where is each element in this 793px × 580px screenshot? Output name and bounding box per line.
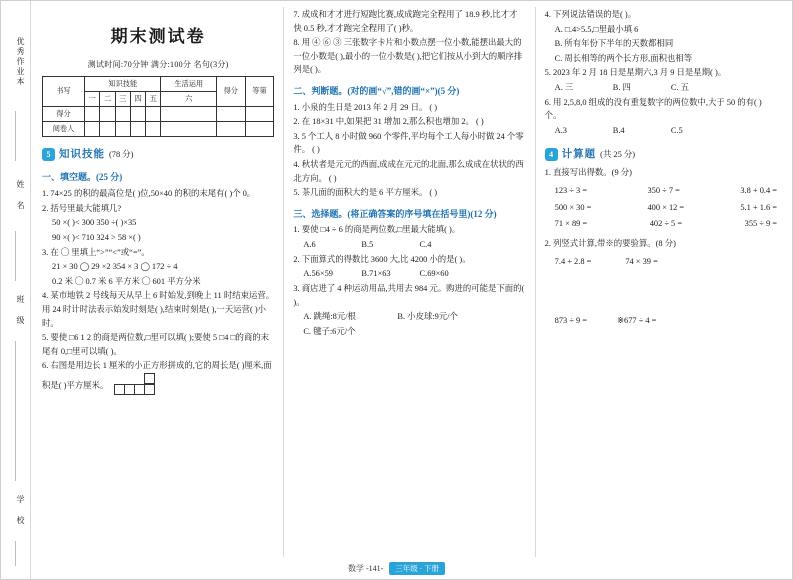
compute2-row1 bbox=[545, 255, 777, 269]
choice-q6-option-a: A.3 bbox=[554, 125, 567, 135]
judge-q2: 2. 在 18×31 中,如果把 31 增加 2,那么积也增加 2。 ( ) bbox=[293, 117, 484, 127]
score-cell bbox=[130, 107, 145, 122]
score-h3: 三 bbox=[115, 92, 130, 107]
margin-label-school: 学 校 bbox=[16, 494, 25, 526]
compute2-r1-c1: 7.4 + 2.8 = bbox=[554, 256, 592, 266]
score-cell bbox=[100, 107, 115, 122]
choice-q3-option-a: A. 跳绳:8元/根 bbox=[303, 312, 356, 322]
fill-q7: 7. 成成和才才进行短跑比赛,成成跑完全程用了 18.9 秒,比才才快 0.5 秒,才才跑完全程用了( )秒。 bbox=[293, 10, 518, 33]
score-row-label-2: 阅卷人 bbox=[43, 122, 85, 137]
compute-title: 计算题 bbox=[561, 149, 597, 161]
compute2-workspace-1 bbox=[545, 269, 777, 313]
choice-q5-options bbox=[545, 81, 777, 95]
compute1-r1-c1: 123 ÷ 3 = bbox=[554, 186, 588, 196]
choice-q3-option-b: B. 小皮球:9元/个 bbox=[397, 312, 458, 322]
grid-shape-figure bbox=[114, 373, 166, 400]
section-knowledge-heading bbox=[42, 146, 274, 163]
choice-q3-options bbox=[293, 310, 525, 324]
choice-q2-option-b: B.71×63 bbox=[361, 269, 391, 279]
fill-q1: 1. 74×25 的积的最高位是( )位,50×40 的积的末尾有( )个 0。 bbox=[42, 189, 256, 199]
compute1-r2-c3: 5.1 + 1.6 = bbox=[740, 202, 777, 212]
compute1-r3-c1: 71 × 89 = bbox=[554, 219, 588, 229]
score-col-writing: 书写 bbox=[43, 77, 85, 107]
choice-q5-option-c: C. 五 bbox=[670, 83, 689, 93]
fill-q2-line2: 90 ×( )< 710 324 > 58 ×( ) bbox=[52, 232, 141, 242]
choice-q6: 6. 用 2,5,8,0 组成的没有重复数字的两位数中,大于 50 的有( )个。 bbox=[544, 97, 762, 121]
margin-divider-2 bbox=[15, 231, 16, 281]
choice-q1: 1. 要使 □4 ÷ 6 的商是两位数,□里最大能填( )。 bbox=[293, 225, 461, 235]
choice-q2-option-a: A.56×59 bbox=[303, 269, 333, 279]
column-2 bbox=[284, 7, 535, 557]
choice-q4: 4. 下列说法错误的是( )。 bbox=[544, 10, 637, 19]
choice-q4-option-a: A. □.4>5.5,□里最小填 6 bbox=[554, 24, 639, 34]
judge-q4: 4. 秋状者是元元的西面,成成在元元的北面,那么成成在状状的西北方向。 ( ) bbox=[293, 160, 524, 183]
score-cell bbox=[245, 107, 274, 122]
fill-q6 bbox=[42, 359, 274, 399]
fill-q3-line2: 0.2 米 ◯ 0.7 米 6 平方米 ◯ 601 平方分米 bbox=[52, 276, 201, 286]
score-cell bbox=[146, 107, 161, 122]
fill-q5: 5. 要使 □6 1 2 的商是两位数,□里可以填( );要使 5 □4 □的商的末尾有 0,□里可以填( )。 bbox=[42, 333, 270, 356]
page-title: 期末测试卷 bbox=[110, 27, 206, 46]
judge-q3: 3. 5 个工人 8 小时做 960 个零件,平均每个工人每小时做 24 个零件。 ( ) bbox=[293, 131, 524, 155]
score-h4: 四 bbox=[130, 92, 145, 107]
fill-q3-line1: 21 × 30 ◯ 29 ×2 354 × 3 ◯ 172 ÷ 4 bbox=[52, 262, 178, 272]
choice-q6-option-c: C.5 bbox=[670, 125, 683, 135]
compute1-r2-c2: 400 × 12 = bbox=[647, 202, 685, 212]
compute2-workspace-2 bbox=[545, 329, 777, 355]
margin-divider-1 bbox=[15, 111, 16, 161]
fill-q4: 4. 某市地铁 2 号线每天从早上 6 时始发,到晚上 11 时结束运营。用 24 时计时法表示始发时刻是( ),结束时刻是( ),一天运营( )小时。 bbox=[42, 291, 275, 328]
margin-label-workbook: 优秀作业本 bbox=[16, 37, 25, 87]
knowledge-badge-icon: 5 bbox=[42, 148, 55, 161]
score-cell bbox=[100, 122, 115, 137]
compute2-row2 bbox=[545, 314, 777, 328]
compute1-r2-c1: 500 × 30 = bbox=[554, 202, 592, 212]
compute1-row3 bbox=[545, 217, 777, 231]
choice-q2: 2. 下面算式的得数比 3600 大,比 4200 小的是( )。 bbox=[293, 254, 471, 264]
footer-subject: 数学 bbox=[347, 564, 364, 573]
score-cell bbox=[216, 122, 245, 137]
score-cell bbox=[85, 107, 100, 122]
page-footer bbox=[1, 562, 792, 575]
compute1-r3-c3: 355 ÷ 9 = bbox=[744, 219, 777, 229]
knowledge-title: 知识技能 bbox=[59, 149, 105, 161]
score-cell bbox=[161, 107, 216, 122]
score-col-life: 生活运用 bbox=[161, 77, 216, 92]
compute2-r2-c2: ※677 ÷ 4 = bbox=[617, 316, 657, 326]
score-h5: 五 bbox=[146, 92, 161, 107]
choice-q1-option-c: C.4 bbox=[419, 240, 432, 250]
compute-sub1-title: 1. 直接写出得数。(9 分) bbox=[544, 168, 632, 178]
footer-grade-badge: 三年级 · 下册 bbox=[389, 562, 445, 575]
score-cell bbox=[146, 122, 161, 137]
choice-q6-option-b: B.4 bbox=[612, 125, 625, 135]
compute2-r2-c1: 873 ÷ 9 = bbox=[554, 316, 588, 326]
score-cell bbox=[245, 122, 274, 137]
compute1-r3-c2: 402 ÷ 5 = bbox=[649, 219, 683, 229]
compute-sub2-title: 2. 列竖式计算,带※的要验算。(8 分) bbox=[544, 238, 676, 248]
choice-q1-option-b: B.5 bbox=[361, 240, 374, 250]
choice-q3-option-c-row bbox=[293, 325, 525, 339]
compute1-row2 bbox=[545, 201, 777, 215]
compute1-r1-c2: 350 ÷ 7 = bbox=[647, 186, 680, 196]
exam-meta: 测试时间:70分钟 满分:100分 名句(3分) bbox=[87, 59, 229, 69]
score-cell bbox=[115, 107, 130, 122]
column-3 bbox=[536, 7, 786, 557]
score-cell bbox=[130, 122, 145, 137]
column-1 bbox=[33, 7, 284, 557]
knowledge-score: (78 分) bbox=[109, 150, 134, 160]
left-margin-strip bbox=[1, 1, 31, 579]
score-table bbox=[42, 76, 274, 137]
score-total: 得分 bbox=[216, 77, 245, 107]
compute2-r1-c2: 74 × 39 = bbox=[625, 256, 658, 266]
compute-badge-icon: 4 bbox=[545, 148, 558, 161]
fill-q2-line1: 50 ×( )< 300 350 ÷( )×35 bbox=[52, 218, 137, 228]
margin-divider-3 bbox=[15, 341, 16, 481]
fill-q6-text: 6. 右图是用边长 1 厘米的小正方形拼成的,它的周长是( )厘米,面积是( )平方厘米。 bbox=[42, 361, 272, 391]
judge-q5: 5. 茶几面的面积大约是 6 平方厘米。 ( ) bbox=[293, 188, 438, 198]
section-judge-title: 二、判断题。(对的画“√”,错的画“×”)(5 分) bbox=[293, 86, 460, 97]
content-columns bbox=[33, 7, 786, 557]
choice-q4-option-c: C. 周长相等的两个长方形,面积也相等 bbox=[554, 53, 693, 63]
score-h6: 六 bbox=[161, 92, 216, 107]
compute-score: (共 25 分) bbox=[600, 150, 636, 160]
fill-q8: 8. 用 ④ ⑥ ③ 三张数字卡片和小数点摆一位小数,能摆出最大的一位小数是( ),最小的一位小数是( ),把它们按从小到大的顺序排列是( )。 bbox=[293, 38, 523, 75]
choice-q4-option-b: B. 所有年份下半年的天数都相同 bbox=[554, 39, 674, 49]
score-cell bbox=[216, 107, 245, 122]
footer-page: -141- bbox=[365, 564, 384, 573]
score-cell bbox=[115, 122, 130, 137]
score-row-label-1: 得分 bbox=[43, 107, 85, 122]
choice-q1-options bbox=[293, 238, 525, 252]
choice-q2-options bbox=[293, 267, 525, 281]
section-choice-title: 三、选择题。(将正确答案的序号填在括号里)(12 分) bbox=[293, 208, 497, 219]
choice-q5: 5. 2023 年 2 月 18 日是星期六,3 月 9 日是星期( )。 bbox=[544, 68, 727, 78]
compute1-row1 bbox=[545, 184, 777, 198]
score-h2: 二 bbox=[100, 92, 115, 107]
choice-q6-options bbox=[545, 124, 777, 138]
judge-q1: 1. 小泉的生日是 2013 年 2 月 29 日。 ( ) bbox=[293, 102, 438, 112]
section-fill-title: 一、填空题。(25 分) bbox=[42, 172, 123, 183]
section-compute-heading bbox=[545, 146, 777, 163]
choice-q3-option-c: C. 毽子:6元/个 bbox=[303, 326, 356, 336]
compute1-r1-c3: 3.8 + 0.4 = bbox=[740, 186, 777, 196]
choice-q3: 3. 商店进了 4 种运动用品,共用去 984 元。购进的可能是下面的( )。 bbox=[293, 283, 525, 307]
score-h1: 一 bbox=[85, 92, 100, 107]
fill-q2: 2. 括号里最大能填几? bbox=[42, 203, 122, 213]
score-grade: 等第 bbox=[245, 77, 274, 107]
margin-label-class: 班 级 bbox=[16, 294, 25, 326]
score-cell bbox=[161, 122, 216, 137]
choice-q5-option-a: A. 三 bbox=[554, 83, 574, 93]
choice-q1-option-a: A.6 bbox=[303, 240, 316, 250]
choice-q2-option-c: C.69×60 bbox=[419, 269, 449, 279]
fill-q3: 3. 在 ◯ 里填上“>”“<”或“=”。 bbox=[42, 247, 150, 257]
score-col-knowledge: 知识技能 bbox=[85, 77, 161, 92]
choice-q5-option-b: B. 四 bbox=[612, 83, 631, 93]
score-cell bbox=[85, 122, 100, 137]
margin-label-name: 姓 名 bbox=[16, 179, 25, 211]
